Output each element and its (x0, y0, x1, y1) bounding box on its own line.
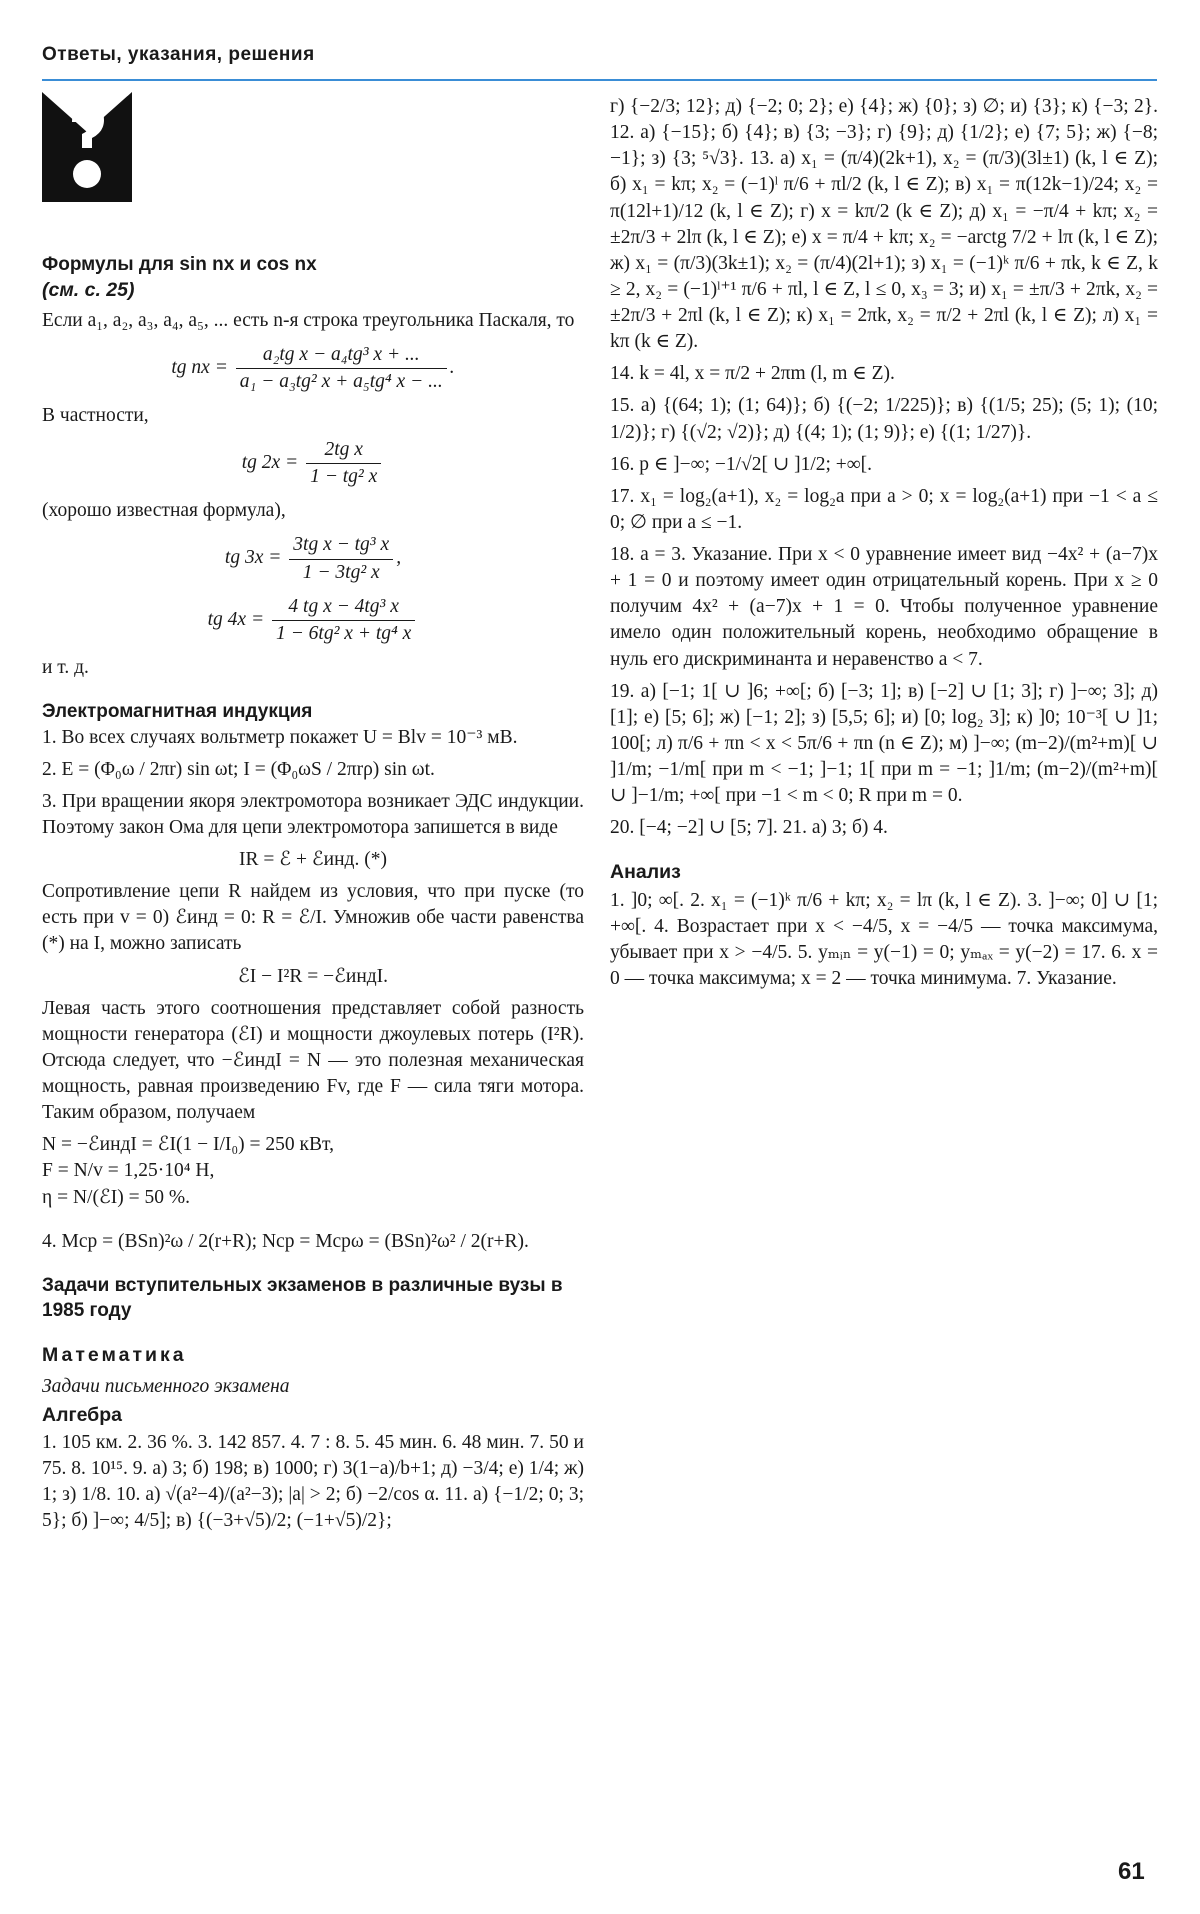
question-mark-emblem-icon (42, 92, 132, 202)
analysis-answers: 1. ]0; ∞[. 2. x₁ = (−1)ᵏ π/6 + kπ; x₂ = lπ (k, l ∈ Z). 3. ]−∞; 0] ∪ [1; +∞[. 4. Возрастает при x < −4/5, x = −4/5 — точка максимума, убывает при x > −4/5. 5. yₘᵢₙ = y(−1) = 0; yₘₐₓ = y(−2) = 17. 6. x = 0 — точка максимума; x = 2 — точка минимума. 7. Указание. (610, 889, 1158, 989)
formulas-reference: (см. с. 25) (42, 279, 135, 302)
tg-2x-denominator: 1 − tg² x (310, 466, 378, 488)
analysis-heading: Анализ (610, 861, 681, 884)
tg-3x-lhs: tg 3x = (224, 547, 282, 569)
tg-3x-formula: tg 3x = $\frac{\text{3tg x − tg³ x}}{\text{1 − 3tg² x}}$ , (42, 532, 584, 585)
etc-text: и т. д. (42, 656, 89, 678)
in-particular: В частности, (42, 404, 149, 426)
tg-4x-numerator: 4 tg x − 4tg³ x (272, 594, 415, 621)
formulas-heading: Формулы для sin nx и cos nx (42, 254, 317, 275)
em-result-power: N = −ℰиндI = ℰI(1 − I/I₀) = 250 кВт, (42, 1134, 334, 1156)
pascal-text: Если a₁, a₂, a₃, a₄, a₅, ... есть n-я строка треугольника Паскаля, то (42, 309, 575, 331)
tg-nx-lhs: tg nx = (171, 356, 228, 378)
tg-nx-numerator: a₂tg x − a₄tg³ x + ... (236, 342, 447, 369)
running-header: Ответы, указания, решения (42, 44, 315, 65)
math-heading: Математика (42, 1343, 187, 1366)
tg-2x-formula (42, 437, 584, 490)
algebra-heading: Алгебра (42, 1403, 122, 1426)
tg-2x-numerator: 2tg x (306, 437, 381, 464)
tg-4x-formula (42, 594, 584, 647)
algebra-answers: 1. 105 км. 2. 36 %. 3. 142 857. 4. 7 : 8. 5. 45 мин. 6. 48 мин. 7. 50 и 75. 8. 10¹⁵. 9. а) 3; б) 198; в) 1000; г) 3(1−a)/b+1; д) −3/4; е) 1/4; ж) 1; з) 1/8. 10. а) √(a²−4)/(a²−3); |a| > 2; б) −2/cos α. 11. а) {−1/2; 0; 3; 5}; б) ]−∞; 4/5]; в) {(−3+√5)/2; (−1+√5)/2}; (42, 1432, 584, 1532)
answer-14: 14. k = 4l, x = π/2 + 2πm (l, m ∈ Z). (610, 363, 895, 385)
em-answer-2: 2. E = (Φ₀ω / 2πr) sin ωt; I = (Φ₀ωS / 2πrρ) sin ωt. (42, 758, 435, 780)
written-exam-heading: Задачи письменного экзамена (42, 1375, 290, 1397)
page-number: 61 (1118, 1858, 1145, 1885)
exams-heading: Задачи вступительных экзаменов в различные вузы в 1985 году (42, 1274, 563, 1322)
right-column (610, 94, 1158, 998)
tg-3x-denominator: 1 − 3tg² x (302, 561, 380, 583)
em-equation-2: ℰI − I²R = −ℰиндI. (237, 965, 389, 987)
answers-20-21: 20. [−4; −2] ∪ [5; 7]. 21. а) 3; б) 4. (610, 817, 888, 839)
answer-19: 19. а) [−1; 1[ ∪ ]6; +∞[; б) [−3; 1]; в) [−2] ∪ [1; 3]; г) ]−∞; 3]; д) [1]; е) [5; 6]; ж) [−1; 2]; з) [5,5; 6]; и) [0; log₂ 3]; к) ]0; 10⁻³[ ∪ ]1; 100[; л) π/6 + πn < x < 5π/6 + πn (n ∈ Z); м) ]−∞; (m−2)/(m²+m)[ ∪ ]1/m; −1/m[ при m < −1; ]−1; 1[ при m = −1; ]1/m; (m−2)/(m²+m)[ ∪ ]−1/m; +∞[ при −1 < m < 0; R при m = 0. (610, 680, 1158, 807)
em-answer-3-intro: 3. При вращении якоря электромотора возникает ЭДС индукции. Поэтому закон Ома для цепи электромотора запишется в виде (42, 790, 584, 838)
em-result-efficiency: η = N/(ℰI) = 50 %. (42, 1186, 190, 1208)
tg-4x-lhs: tg 4x = (207, 608, 265, 630)
em-answer-4: 4. Mср = (BSn)²ω / 2(r+R); Nср = Mсрω = (BSn)²ω² / 2(r+R). (42, 1230, 529, 1252)
answer-16: 16. p ∈ ]−∞; −1/√2[ ∪ ]1/2; +∞[. (610, 453, 873, 475)
tg-nx-formula: tg nx = $\frac{\text{a₂tg x − a₄tg³ x + ...}}{\text{a₁ − a₃tg² x + a₅tg⁴ x − ...}}$ . (42, 342, 584, 395)
answers-11-13: г) {−2/3; 12}; д) {−2; 0; 2}; е) {4}; ж) {0}; з) ∅; и) {3}; к) {−3; 2}. 12. а) {−15}; б) {4}; в) {3; −3}; г) {9}; д) {1/2}; е) {7; 5}; ж) {−8; −1}; з) {3; ⁵√3}. 13. а) x₁ = (π/4)(2k+1), x₂ = (π/3)(3l±1) (k, l ∈ Z); б) x₁ = kπ; x₂ = (−1)ˡ π/6 + πl/2 (k, l ∈ Z); в) x₁ = π(12k−1)/24; x₂ = π(12l+1)/12 (k, l ∈ Z); г) x = kπ/2 (k ∈ Z); д) x₁ = −π/4 + kπ; x₂ = ±2π/3 + 2lπ (k, l ∈ Z); е) x = π/4 + kπ; x₂ = −arctg 7/2 + lπ (k, l ∈ Z); ж) x₁ = (π/3)(3k±1); x₂ = (π/4)(2l+1); з) x₁ = (−1)ᵏ π/6 + πk, k ∈ Z, k ≥ 2, x₂ = (−1)ˡ⁺¹ π/6 + πl, l ∈ Z, l ≤ 0, x₃ = 3; и) x₁ = ±π/3 + 2πk, x₂ = ±2π/3 + 2πl (k, l ∈ Z); к) x₁ = 2πk, x₂ = π/2 + 2πl (k, l ∈ Z); л) x₁ = kπ (k ∈ Z). (610, 96, 1158, 353)
tg-3x-numerator: 3tg x − tg³ x (289, 532, 393, 559)
em-induction-heading: Электромагнитная индукция (42, 701, 313, 723)
tg-4x-denominator: 1 − 6tg² x + tg⁴ x (276, 622, 412, 644)
em-answer-1: 1. Во всех случаях вольтметр покажет U = Blv = 10⁻³ мВ. (42, 726, 518, 748)
tg-2x-lhs: tg 2x = (241, 452, 299, 474)
em-answer-3-resistance: Сопротивление цепи R найдем из условия, что при пуске (то есть при v = 0) ℰинд = 0: R = ℰ/I. Умножив обе части равенства (*) на I, можно записать (42, 881, 584, 955)
em-result-force: F = N/v = 1,25·10⁴ Н, (42, 1160, 215, 1182)
well-known-note: (хорошо известная формула), (42, 500, 286, 522)
answer-17: 17. x₁ = log₂(a+1), x₂ = log₂a при a > 0; x = log₂(a+1) при −1 < a ≤ 0; ∅ при a ≤ −1. (610, 485, 1158, 533)
tg-nx-denominator: a₁ − a₃tg² x + a₅tg⁴ x − ... (239, 370, 443, 392)
em-answer-3-power: Левая часть этого соотношения представляет собой разность мощности генератора (ℰI) и мощности джоулевых потерь (I²R). Отсюда следует, что −ℰиндI = N — это полезная механическая мощность, равная произведению Fv, где F — сила тяги мотора. Таким образом, получаем (42, 997, 584, 1124)
left-column (42, 252, 584, 1541)
answer-18: 18. a = 3. Указание. При x < 0 уравнение имеет вид −4x² + (a−7)x + 1 = 0 и поэтому имеет один отрицательный корень. При x ≥ 0 получим 4x² + (a−7)x + 1 = 0. Чтобы полученное уравнение имело один положительный корень, необходимо обращение в нуль его дискриминанта и неравенство a < 7. (610, 544, 1158, 670)
answer-15: 15. а) {(64; 1); (1; 64)}; б) {(−2; 1/225)}; в) {(1/5; 25); (5; 1); (10; 1/2)}; г) {(√2; √2)}; д) {(4; 1); (1; 9)}; е) {(1; 1/27)}. (610, 395, 1158, 443)
em-equation-1: IR = ℰ + ℰинд. (*) (239, 849, 387, 871)
header-rule (42, 79, 1157, 81)
